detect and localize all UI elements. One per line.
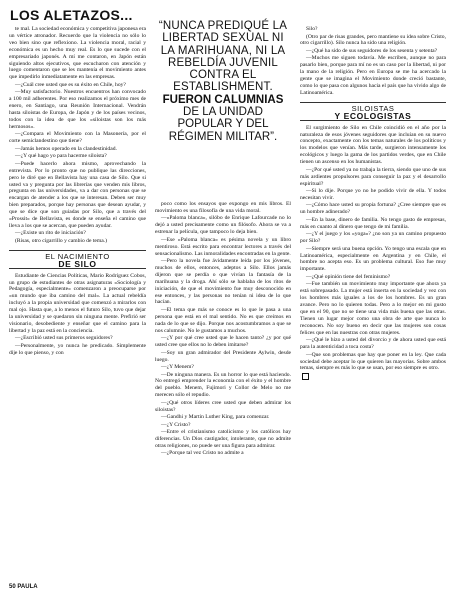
paragraph: —¿Y Cristo? [161,421,191,428]
paragraph: —¿Cómo hace usted su propia fortuna? ¿Cree siempre que es un hombre adinerado? [300,202,446,216]
paragraph: —¿Qué otros líderes cree usted que deben admirar los siloistas? [155,399,291,413]
paragraph: El surgimiento de Silo en Chile coincidió en el año por la naturaleza de esos jóvenes seguidores que incluían en su nuevo concepto, exactamente con los temas naturales de los políticos y los modelos que venían. Más tarde, surgieron intensamente los ecológicos y luego la gama de los partidos verdes, que en Chile tienen un ascenso en los humanistas. [300,124,446,166]
pull-quote [154,20,292,143]
paragraph: te mal. La sociedad económica y competitiva japonesa era un vértice atronador. Recuerdo que la violencia no sólo lo veo bien sino que reflexiono. La violencia moral, racial y económica es un hecho muy real. Es lo que sucede con el empresariado japonés. A mí me contaron, en Japón están siguiendo altos ejecutivos, que escucharon con atención y luego comentaron que se les mantenía el movimiento antes que impedirlo inmediatamente en las empresas. [9,26,146,81]
pull-quote-line3: DE LA UNIDAD POPULAR Y DEL RÉGIMEN MILITAR”. [168,106,278,143]
paragraph: —«Paloma blanca», silóbo de Enrique Lafourcade no lo dejó a usted precisamente como un filósofo. Ahora se va a estrenar la película, que tampoco lo deja bien. [155,215,291,236]
paragraph: —¿Compara el Movimiento con la Masonería, por el corte semiclandestino que tiene? [9,131,146,145]
paragraph: —¿Qué opinión tiene del feminismo? [306,273,391,280]
column-right-paragraphs [300,26,446,97]
paragraph: —¿Qué le hizo a usted del divorcio y de ahora usted que está para la autenticidad a toca costa? [300,337,446,351]
paragraph: (Otro par de risas grandes, pero mantiene su idea sobre Cristo, otro cigarrillo). Silo nunca ha sido una religión. [300,33,446,47]
paragraph: —Fue también un movimiento muy importante que ahora ya está sobrepasado. La mujer está inserta en la sociedad y vez con los hombres más iguales a los de los hombres. Es un gran avance. Pero no lo quieren todas. Pero a lo mejor en mi gusto que en el 90, que no se tiene una vida más buena que las otras. Tienen un lugar mejor como una obra de arte que nunca lo reconocen. No soy bueno en decir que las mujeres son cosas felices que en las nuestras con otras mujeres. [300,281,446,336]
page-number: 50 [9,584,16,590]
paragraph: —¿Porque tal vez Cristo no admite a [161,450,244,457]
paragraph: —Soy un gran admirador del Presidente Aylwin, desde luego. [155,349,291,363]
paragraph: —¿Qué ha sido de sus seguidores de los sesenta y setenta? [306,47,438,54]
paragraph: —Muchos me siguen todavía. Me escriben, aunque no para pasarlo bien, porque para mí no es un caso por la libertad, ni por la mano de la religión. Pero en Europa se me ha acercado la gente que se imagina el Movimiento donde creció bastante, como lo que pasa con algunos hacia el país que ha vivido algo de Latinoamérica. [300,55,446,96]
paragraph: —En la base, dinero de familia. No tengo gasto de empresas, más en cuanto al dinero que tengo de mi familia. [300,216,446,230]
paragraph: —Entre el cristianismo catolicismo y los católicos hay diferencias. Un Dios castigador, intolerante, que no admite otras religiones, no puede ser una figura para admirar. [155,429,291,449]
section-title: LOS ALETAZOS... [10,7,133,23]
paragraph: —El tema que más se conoce es lo que le pasa a una persona que está en el mal sentido. No es que creímos en nada de lo que se dijo. Porque nos acostumbramos a que se nos calumnie. No le gustamos a muchos. [155,306,291,334]
paragraph: —Puede hacerlo ahora mismo, aprovechando la entrevista. Por lo pronto que no publique las direcciones, pero le diré que en Bellavista hay una casa de Silo. Que si usted va y pregunta por las librerías que venden mis libros, pregunta en las universidades, va a dar con personas que se encargan de atender a los que se interesan. Deben ser muy bien preparados, porque hay personas que desean ayudar, y que se dice que son guiadas por Silo, que a través del «Prossit» de Bellavista, es donde se enseña el camino que lleva a los que se acercan, que pueden ayudar. [9,160,146,229]
column-right [300,26,446,381]
pull-quote-line2: FUERON CALUMNIAS [162,93,284,106]
paragraph: —Gandhi y Martin Luther King, para comenzar. [161,414,270,421]
paragraph: —Jamás hemos operado en la clandestinidad. [15,145,117,152]
paragraph: —¿Por qué usted ya no trabaja la tierra, siendo que uno de sus más ardientes propulsores para conseguir la paz y el desarrollo espiritual? [300,166,446,187]
paragraph: (Risas, otro cigarrillo y cambio de tema.) [15,237,107,244]
subhead-nacimiento-prefix: EL NACIMIENTO [45,251,110,261]
pull-quote-line1: “NUNCA PREDIQUÉ LA LIBERTAD SEXUAL NI LA MARIHUANA, NI LA REBELDÍA JUVENIL CONTRA EL ESTABLISHMENT. [158,20,288,94]
paragraph: —Ese «Paloma blanca» es pésima novela y un libro mentiroso. Está escrito para encontrar lectores a través del sensacionalismo. Las inmoralidades encontradas en la gente. [155,236,291,257]
paragraph: —Personalmente, yo nunca he predicado. Simplemente dije lo que pienso, y con [9,342,146,356]
paragraph: Estudiante de Ciencias Políticas, Mario Rodríguez Cobos, un grupo de estudiantes de otras asignaturas «Sociología y Pedagogía, especialmente» comenzaron a preocuparse por «un mundo que iba camino del mal». La actual rebeldía incluyó a la propia universidad que comenzó a mirarlos con mal ojo. Hasta que, a lo menos el futuro Silo, tuvo que dejar la universidad y se quedaron sin ninguna mente. Prefirió ser visionario, desobediente y enseñar que el camino para la libertad y la paz está en la conciencia. [9,272,146,334]
magazine-name: PAULA [17,584,38,590]
end-mark-icon [302,373,309,380]
paragraph: —¿Y qué hago yo para hacerme siloista? [15,153,107,160]
column-left [9,26,146,357]
paragraph: —¿Existe un rito de iniciación? [15,230,86,237]
column-left-paragraphs [9,26,146,245]
subhead-siloistas-prefix: SILOISTAS [351,103,395,113]
paragraph: —¿Cuál cree usted que es su éxito en Chile, hoy? [15,81,126,88]
column-middle [155,201,291,458]
paragraph: —Si lo dije. Porque yo no he podido vivir de ella. Y todos necesitan vivir. [300,188,446,201]
subhead-siloistas [300,102,446,122]
paragraph: —Siempre será una buena opción. Yo tengo una escala que en Latinoamérica, especialmente en Argentina y en Chile, el hombre no acepta eso. Es un problema cultural. Eso fue muy importante. [300,245,446,273]
paragraph: —¿Y Menem? [161,364,194,370]
paragraph: Silo? [306,26,318,32]
column-left-paragraphs-2 [9,273,146,357]
paragraph: —Muy satisfactorio. Nuestros encuentros han convocado a 100 mil adherentes. Por eso realizamos el próximo mes de enero, en Santiago, una Reunión Internacional. Vendrán hasta siloistas de Europa, de Japón y de los países vecinos, todos con la idea de que los «siloistas son los más hermosos». [9,89,146,130]
column-right-paragraphs-2 [300,125,446,373]
paragraph: —¿Escribió usted sus primeros seguidores? [15,335,113,342]
column-middle-paragraphs [155,201,291,457]
paragraph: poco como los ensayos que expongo en mis libros. El movimiento es una filosofía de una vida moral. [155,201,291,214]
subhead-nacimiento-bold: DE SILO [9,261,146,269]
page-footer [9,584,38,590]
subhead-siloistas-bold: Y ECOLOGISTAS [300,113,446,121]
paragraph: —Pero la novela fue ávidamente leída por los jóvenes, muchos de ellos, entonces, adeptos a Silo. Ellos jamás dijeron que se perdía o que vivían la fantasía de la marihuana y la droga. Ahí sólo se hablaba de los ritos de iniciación, de que el movimiento fue muy desconocido en ese entonces, y las personas no tenían ni idea de lo que hacían. [155,258,291,306]
paragraph: —De ninguna manera. Es un horror lo que está haciendo. No entregó emprender la economía con el éxito y el hombre del pueblo. Menem, Fujimori y Collor de Melo no me merecen sólo el repudio. [155,371,291,399]
paragraph: —¿Y el juego y los «yoga»? ¿no son ya un camino propuesto por Silo? [300,231,446,245]
paragraph: —¿Y por qué cree usted que le hacen tanto? ¿y por qué usted cree que ellos no lo deben imitarse? [155,335,291,349]
paragraph: —Que son problemas que hay que poner en la ley. Que cada sociedad debe aceptar lo que quieren las mayorías. Sobre ambos temas, siempre es más lo que se usan, por eso siempre es otro. [300,351,446,372]
subhead-nacimiento [9,250,146,270]
